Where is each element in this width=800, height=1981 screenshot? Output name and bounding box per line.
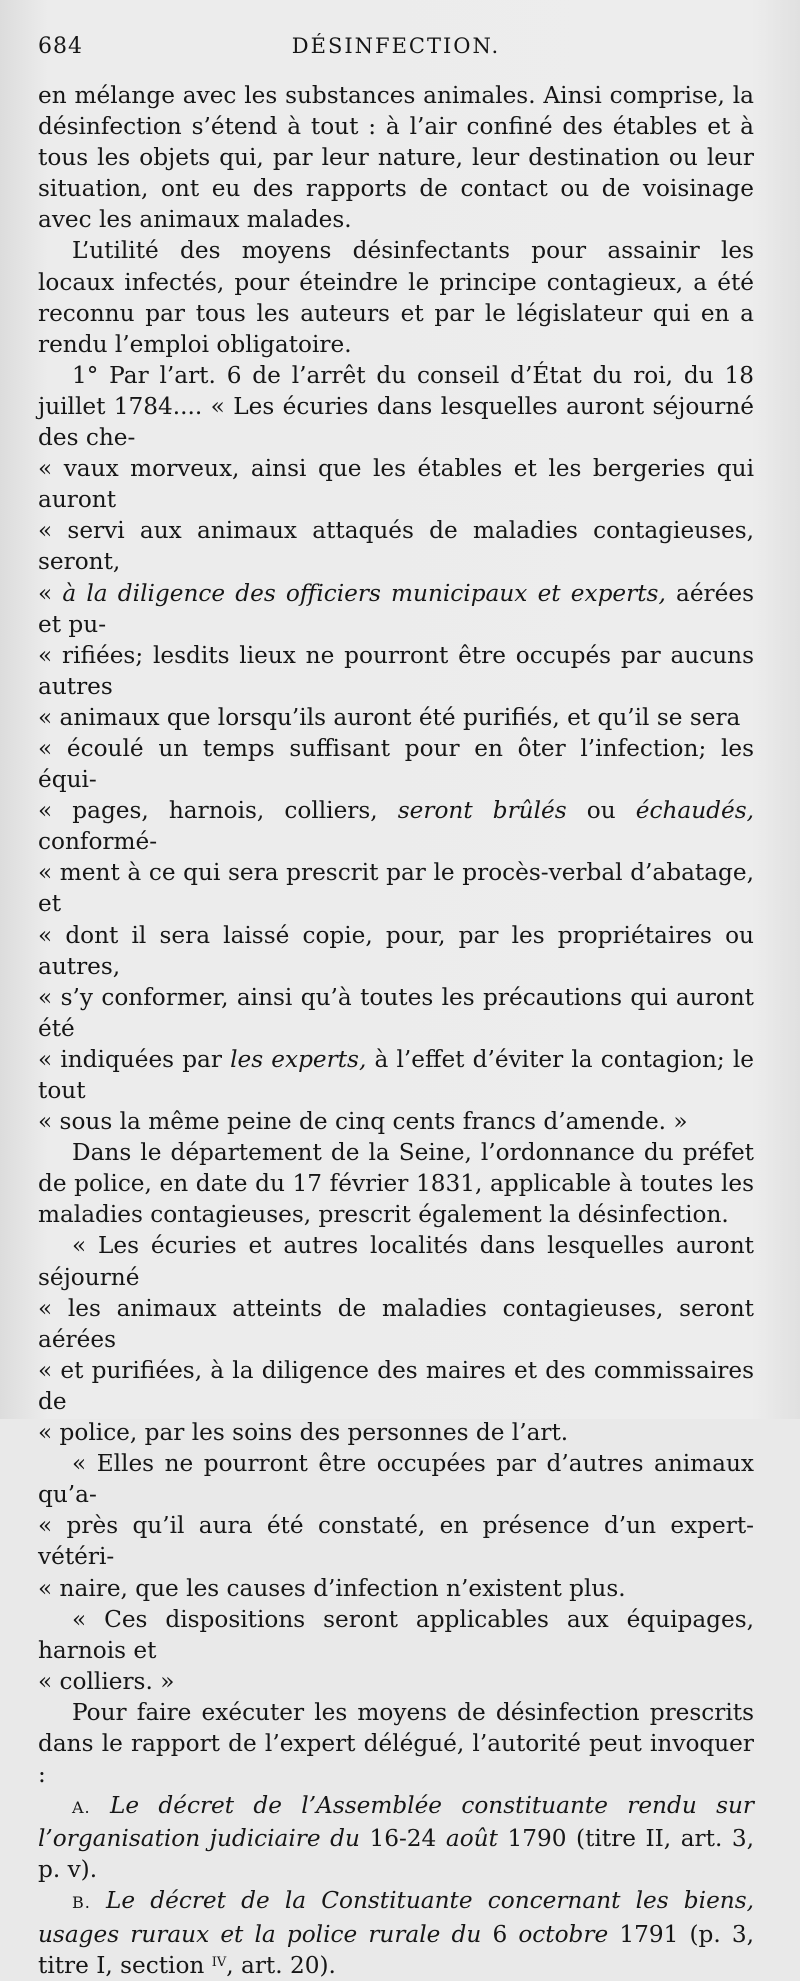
quote-line: « à la diligence des officiers municipaux et experts, aérées et pu- xyxy=(38,579,754,638)
list-marker: A. xyxy=(72,1798,91,1818)
italic-text: les experts, xyxy=(230,1045,367,1073)
quote-line: « Ces dispositions seront applicables aux équipages, harnois et xyxy=(38,1605,754,1664)
quote-line: « police, par les soins des personnes de l’art. xyxy=(38,1419,569,1447)
quote-line: « Les écuries et autres localités dans lesquelles auront séjourné xyxy=(38,1232,754,1291)
quote-line: « colliers. » xyxy=(38,1667,175,1695)
running-title: DÉSINFECTION. xyxy=(291,34,501,58)
quote-line: « servi aux animaux attaqués de maladies contagieuses, seront, xyxy=(38,517,754,576)
paragraph-3-intro: 1° Par l’art. 6 de l’arrêt du conseil d’État du roi, du 18 juillet 1784.... « Les écuries dans lesquelles auront séjourné des che- xyxy=(38,361,754,452)
quote-line: « dont il sera laissé copie, pour, par les propriétaires ou autres, xyxy=(38,921,754,980)
paragraph-b: B. Le décret de la Constituante concernant les biens, usages ruraux et la police rurale du 6 octobre 1791 (p. 3, titre I, section $^{IV}$, art. 20). xyxy=(38,1887,754,1979)
quote-line: « et purifiées, à la diligence des maires et des commissaires de xyxy=(38,1356,754,1415)
italic-text: seront brûlés xyxy=(397,797,567,825)
quote-line: « pages, harnois, colliers, seront brûlés ou échaudés, conformé- xyxy=(38,797,754,856)
paragraph-a: A. Le décret de l’Assemblée constituante rendu sur l’organisation judiciaire du 16-24 août 1790 (titre II, art. 3, p. v). xyxy=(38,1792,754,1884)
quote-line: « rifiées; lesdits lieux ne pourront être occupés par aucuns autres xyxy=(38,641,754,700)
page-number: 684 xyxy=(38,34,83,59)
quote-line: « sous la même peine de cinq cents francs d’amende. » xyxy=(38,1108,688,1136)
paragraph-4: Dans le département de la Seine, l’ordonnance du préfet de police, en date du 17 février 1831, applicable à toutes les maladies contagieuses, prescrit également la désinfection. xyxy=(38,1139,754,1229)
paragraph-2: L’utilité des moyens désinfectants pour assainir les locaux infectés, pour éteindre le principe contagieux, a été reconnu par tous les auteurs et par le législateur qui en a rendu l’emploi obligatoire. xyxy=(38,237,754,358)
quote-line: « naire, que les causes d’infection n’existent plus. xyxy=(38,1574,626,1602)
list-marker: B. xyxy=(72,1893,91,1913)
quote-line: « Elles ne pourront être occupées par d’autres animaux qu’a- xyxy=(38,1450,754,1509)
italic-text: à la diligence des officiers municipaux et experts, xyxy=(62,579,666,607)
page-body xyxy=(38,80,754,1981)
paragraph-8: Pour faire exécuter les moyens de désinfection prescrits dans le rapport de l’expert délégué, l’autorité peut invoquer : xyxy=(38,1698,754,1789)
quote-line: « animaux que lorsqu’ils auront été purifiés, et qu’il se sera xyxy=(38,703,741,731)
page-header xyxy=(38,28,754,80)
quote-line: « s’y conformer, ainsi qu’à toutes les précautions qui auront été xyxy=(38,983,754,1042)
quote-line: « indiquées par les experts, à l’effet d’éviter la contagion; le tout xyxy=(38,1045,755,1104)
quote-line: « vaux morveux, ainsi que les étables et les bergeries qui auront xyxy=(38,455,754,514)
quote-line: « près qu’il aura été constaté, en présence d’un expert-vétéri- xyxy=(38,1512,754,1571)
quote-line: « les animaux atteints de maladies contagieuses, seront aérées xyxy=(38,1294,754,1353)
quote-line: « ment à ce qui sera prescrit par le procès-verbal d’abatage, et xyxy=(38,859,754,918)
quote-line: « écoulé un temps suffisant pour en ôter l’infection; les équi- xyxy=(38,734,754,794)
italic-text: échaudés, xyxy=(635,797,754,825)
paragraph-1: en mélange avec les substances animales. Ainsi comprise, la désinfection s’étend à tout : à l’air confiné des étables et à tous les objets qui, par leur nature, leur destination ou leur situation, ont eu des rapports de contact ou de voisinage avec les animaux malades. xyxy=(38,82,754,234)
